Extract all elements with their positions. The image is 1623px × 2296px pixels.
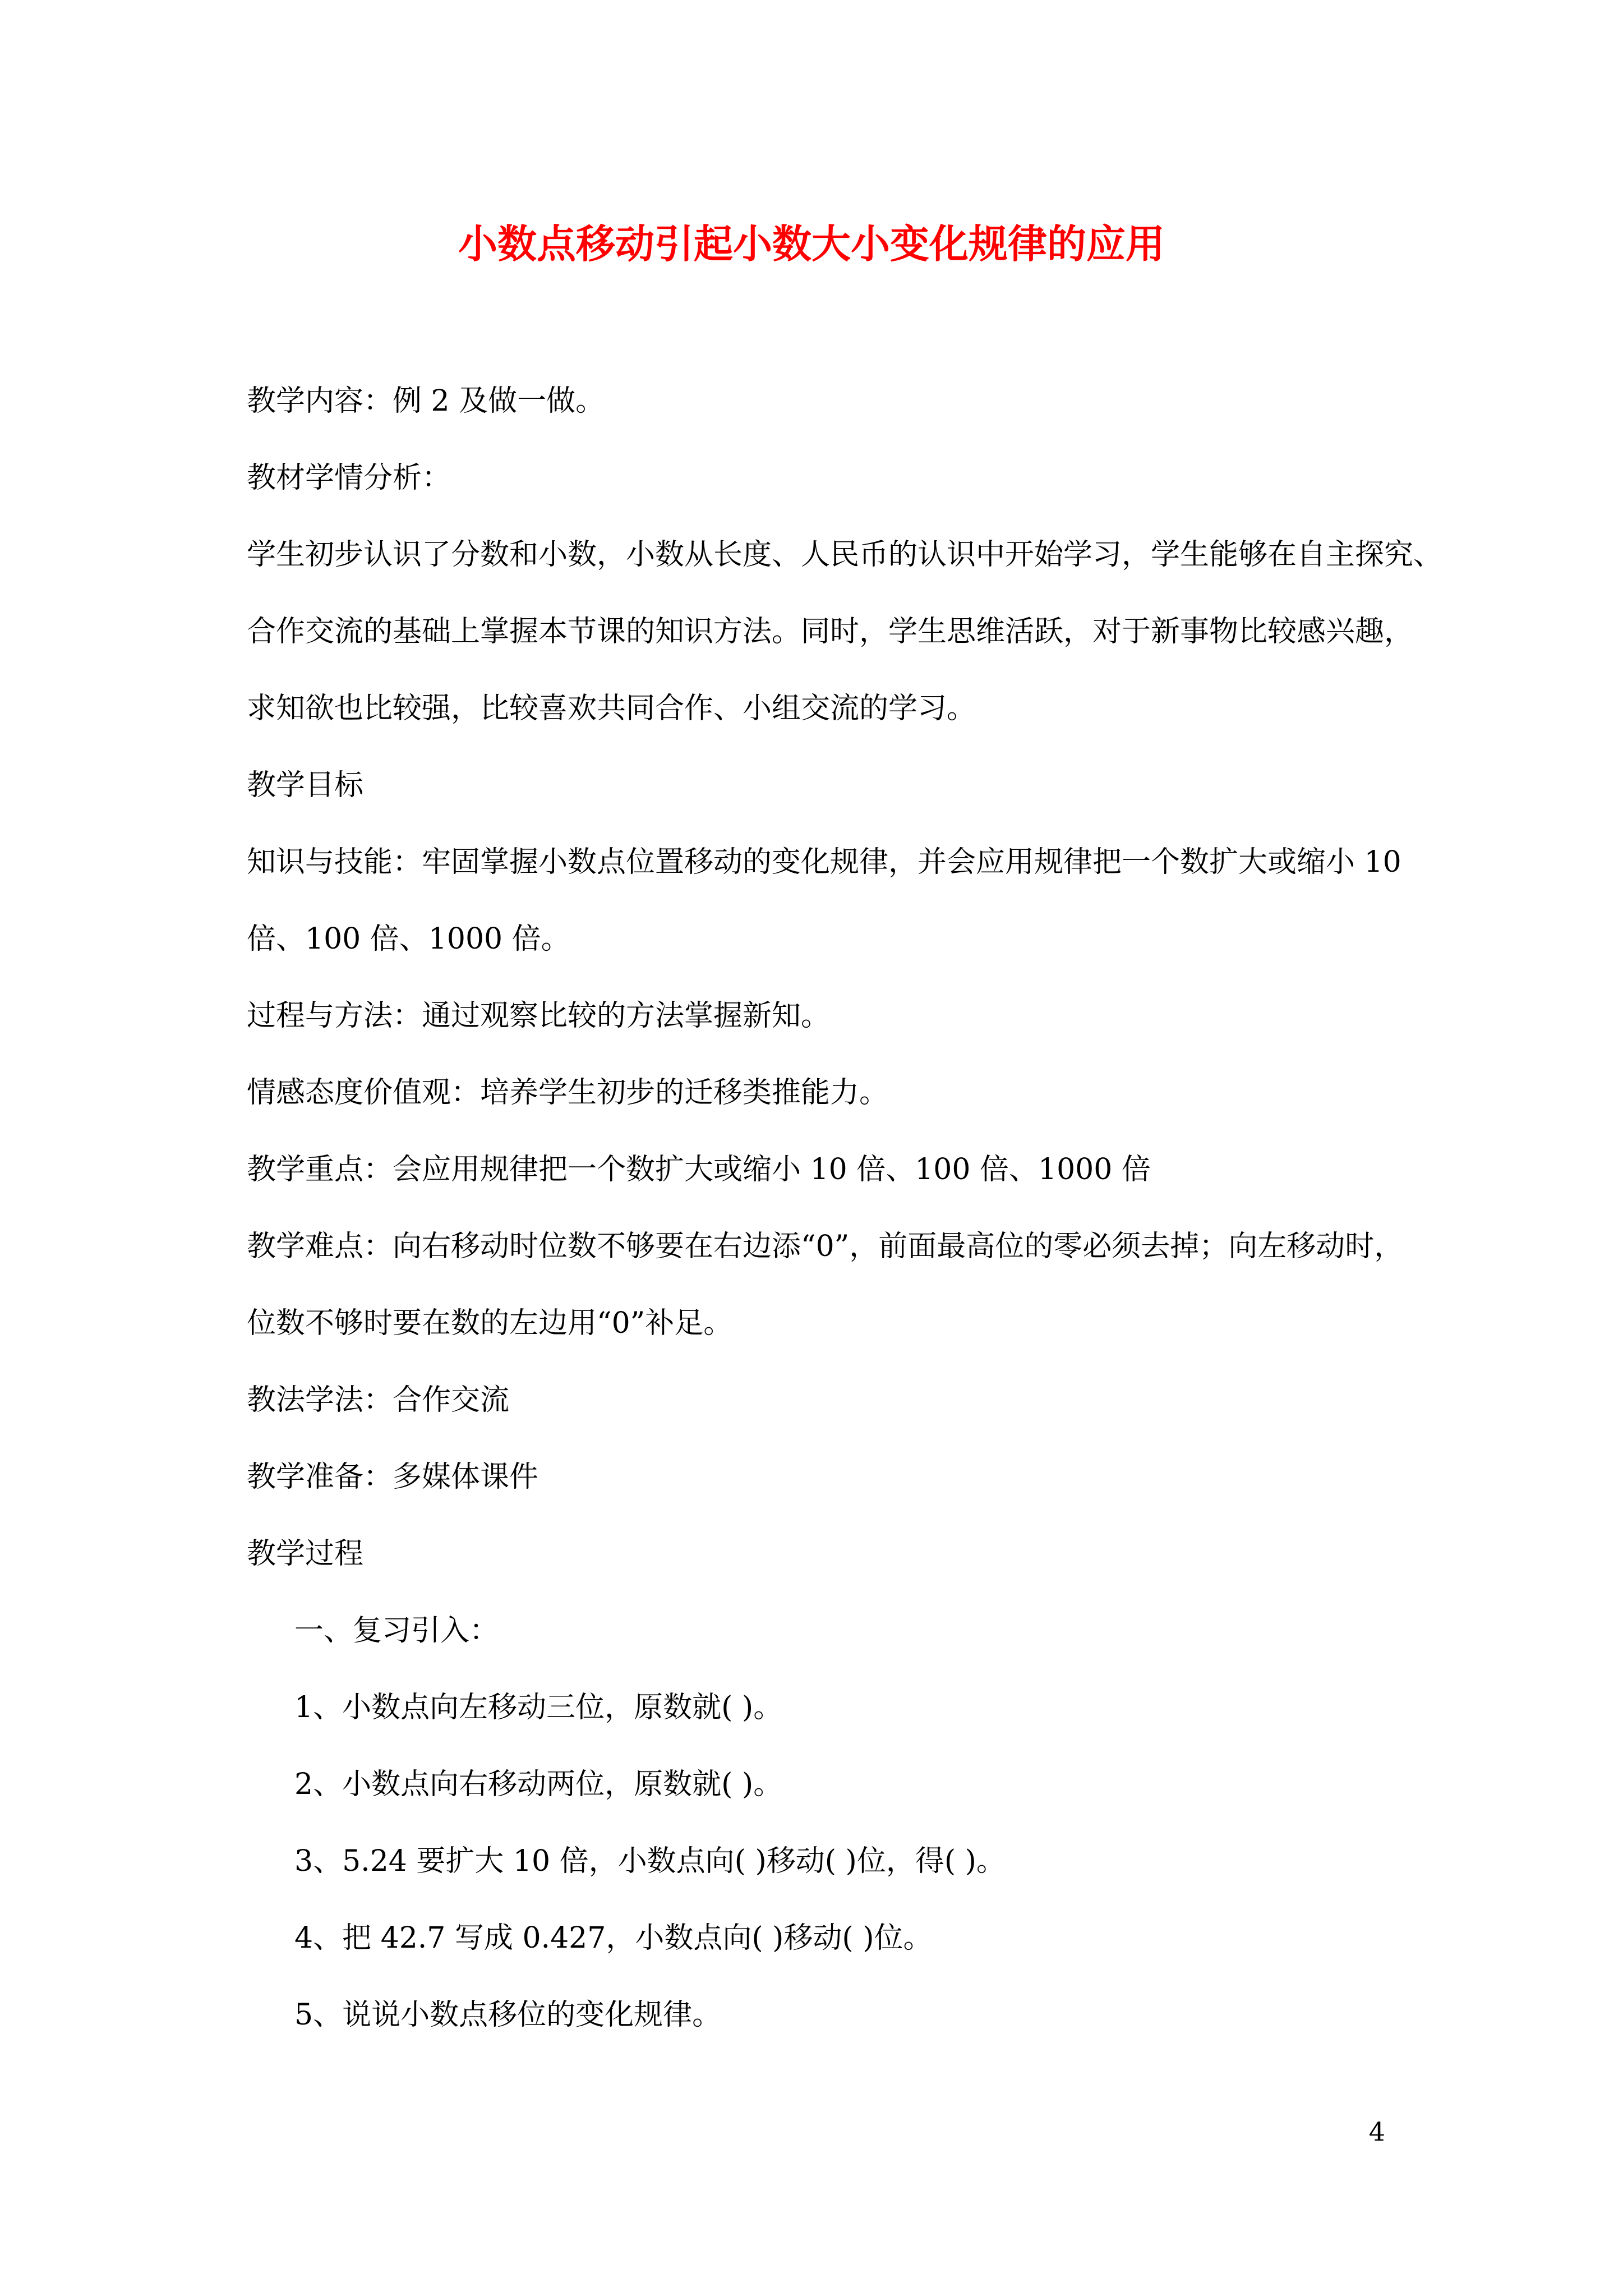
text-line-attitude-values: 情感态度价值观：培养学生初步的迁移类推能力。 — [247, 1076, 889, 1110]
text-line-review-item-1: 1、小数点向左移动三位，原数就( )。 — [294, 1691, 783, 1724]
page-number: 4 — [1368, 2116, 1385, 2147]
text-line-knowledge-skills-1: 知识与技能：牢固掌握小数点位置移动的变化规律，并会应用规律把一个数扩大或缩小 10 — [247, 845, 1401, 879]
text-line-review-item-2: 2、小数点向右移动两位，原数就( )。 — [294, 1768, 783, 1801]
text-line-analysis-2: 合作交流的基础上掌握本节课的知识方法。同时，学生思维活跃，对于新事物比较感兴趣， — [247, 615, 1414, 648]
text-line-analysis-3: 求知欲也比较强，比较喜欢共同合作、小组交流的学习。 — [247, 692, 976, 725]
text-line-review-item-4: 4、把 42.7 写成 0.427，小数点向( )移动( )位。 — [294, 1921, 933, 1955]
text-line-teaching-methods: 教法学法：合作交流 — [247, 1383, 510, 1417]
text-line-objectives-heading: 教学目标 — [247, 769, 364, 802]
text-line-analysis-heading: 教材学情分析： — [247, 461, 451, 495]
text-line-review-item-3: 3、5.24 要扩大 10 倍，小数点向( )移动( )位，得( )。 — [294, 1844, 1006, 1878]
text-line-difficulties-2: 位数不够时要在数的左边用“0”补足。 — [247, 1306, 733, 1340]
text-line-knowledge-skills-2: 倍、100 倍、1000 倍。 — [247, 922, 570, 956]
text-line-process-heading: 教学过程 — [247, 1537, 364, 1571]
text-line-analysis-1: 学生初步认识了分数和小数，小数从长度、人民币的认识中开始学习，学生能够在自主探究、 — [247, 538, 1443, 572]
text-line-key-points: 教学重点：会应用规律把一个数扩大或缩小 10 倍、100 倍、1000 倍 — [247, 1153, 1151, 1186]
text-line-preparation: 教学准备：多媒体课件 — [247, 1460, 539, 1494]
text-line-difficulties-1: 教学难点：向右移动时位数不够要在右边添“0”，前面最高位的零必须去掉；向左移动时， — [247, 1230, 1404, 1263]
document-title: 小数点移动引起小数大小变化规律的应用 — [458, 220, 1165, 267]
text-line-review-heading: 一、复习引入： — [294, 1614, 499, 1648]
text-line-process-method: 过程与方法：通过观察比较的方法掌握新知。 — [247, 999, 831, 1033]
text-line-review-item-5: 5、说说小数点移位的变化规律。 — [294, 1998, 722, 2032]
text-line-teaching-content: 教学内容：例 2 及做一做。 — [247, 384, 605, 418]
